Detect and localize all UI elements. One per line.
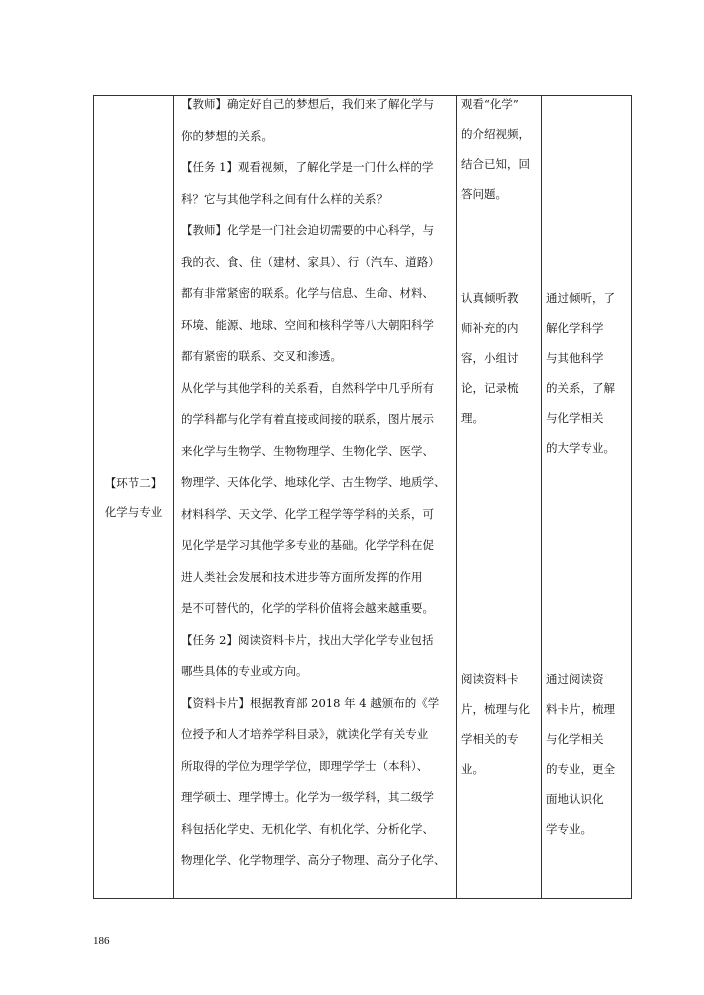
student-line: 阅读资料卡 xyxy=(461,672,519,686)
design-intent-block xyxy=(546,664,632,844)
student-line: 业。 xyxy=(461,762,484,776)
intent-line: 通过阅读资 xyxy=(546,672,604,686)
column-divider xyxy=(456,96,457,898)
teacher-line: 所取得的学位为理学学位，即理学学士（本科）、 xyxy=(181,758,429,773)
teacher-line: 哪些具体的专业或方向。 xyxy=(181,664,308,678)
student-activity-block xyxy=(461,89,539,209)
teacher-line: 我的衣、食、住（建材、家具）、行（汽车、道路） xyxy=(181,254,440,269)
teacher-line: 都有非常紧密的联系。化学与信息、生命、材料、 xyxy=(181,286,434,300)
teacher-line: 的学科都与化学有着直接或间接的联系，图片展示 xyxy=(181,412,434,426)
stage-name: 化学与专业 xyxy=(104,505,163,519)
intent-line: 面地认识化 xyxy=(546,792,604,806)
stage-title: 【环节二】 xyxy=(104,476,163,490)
page-number: 186 xyxy=(93,935,110,947)
student-line: 观看“化学” xyxy=(461,97,519,111)
teacher-line: 进人类社会发展和技术进步等方面所发挥的作用 xyxy=(181,569,423,584)
design-intent-block xyxy=(546,283,632,463)
teacher-line: 见化学是学习其他学多专业的基础。化学学科在促 xyxy=(181,538,434,552)
teacher-line: 环境、能源、地球、空间和核科学等八大朝阳科学 xyxy=(181,317,434,332)
teacher-line: 从化学与其他学科的关系看，自然科学中几乎所有 xyxy=(181,380,434,395)
teacher-line: 理学硕士、理学博士。化学为一级学科，其二级学 xyxy=(181,790,434,804)
teacher-line: 【资料卡片】根据教育部 2018 年 4 越颁布的《学 xyxy=(181,695,440,710)
column-divider xyxy=(173,96,174,898)
intent-line: 的专业，更全 xyxy=(546,762,615,776)
intent-line: 与化学相关 xyxy=(546,732,604,746)
teacher-line: 科？它与其他学科之间有什么样的关系？ xyxy=(181,191,388,206)
teacher-line: 【教师】化学是一门社会迫切需要的中心科学，与 xyxy=(181,223,434,237)
lesson-plan-table xyxy=(93,95,632,899)
student-activity-block xyxy=(461,283,539,433)
student-line: 答问题。 xyxy=(461,187,507,201)
intent-line: 解化学科学 xyxy=(546,321,604,335)
student-line: 学相关的专 xyxy=(461,732,519,746)
teacher-line: 【任务 1】观看视频，了解化学是一门什么样的学 xyxy=(181,160,434,174)
teacher-line: 都有紧密的联系、交叉和渗透。 xyxy=(181,349,342,363)
student-line: 结合已知，回 xyxy=(461,157,530,171)
column-divider xyxy=(541,96,542,898)
teacher-line: 是不可替代的，化学的学科价值将会越来越重要。 xyxy=(181,601,434,615)
student-line: 容，小组讨 xyxy=(461,351,519,365)
teacher-line: 【任务 2】阅读资料卡片，找出大学化学专业包括 xyxy=(181,632,434,647)
teacher-line: 科包括化学史、无机化学、有机化学、分析化学、 xyxy=(181,821,434,836)
student-activity-block xyxy=(461,664,539,784)
student-line: 理。 xyxy=(461,411,484,425)
student-line: 的介绍视频， xyxy=(461,127,530,141)
teacher-line: 材料科学、天文学、化学工程学等学科的关系，可 xyxy=(181,506,434,521)
student-line: 师补充的内 xyxy=(461,321,519,335)
intent-line: 与其他科学 xyxy=(546,351,604,365)
intent-line: 的大学专业。 xyxy=(546,441,615,455)
teacher-line: 来化学与生物学、生物物理学、生物化学、医学、 xyxy=(181,443,434,458)
teacher-line: 【教师】确定好自己的梦想后，我们来了解化学与 xyxy=(181,97,434,111)
teacher-line: 位授予和人才培养学科目录》，就读化学有关专业 xyxy=(181,727,429,741)
intent-line: 的关系，了解 xyxy=(546,381,615,395)
stage-cell xyxy=(94,469,173,527)
student-line: 论，记录梳 xyxy=(461,381,519,395)
teacher-line: 物理学、天体化学、地球化学、古生物学、地质学、 xyxy=(181,475,446,489)
intent-line: 料卡片，梳理 xyxy=(546,702,615,716)
student-line: 片，梳理与化 xyxy=(461,702,530,716)
teacher-activity-cell xyxy=(181,89,453,877)
teacher-line: 你的梦想的关系。 xyxy=(181,128,273,143)
intent-line: 通过倾听，了 xyxy=(546,291,615,305)
student-line: 认真倾听教 xyxy=(461,291,519,305)
teacher-line: 物理化学、化学物理学、高分子物理、高分子化学、 xyxy=(181,853,446,867)
intent-line: 与化学相关 xyxy=(546,411,604,425)
intent-line: 学专业。 xyxy=(546,822,592,836)
